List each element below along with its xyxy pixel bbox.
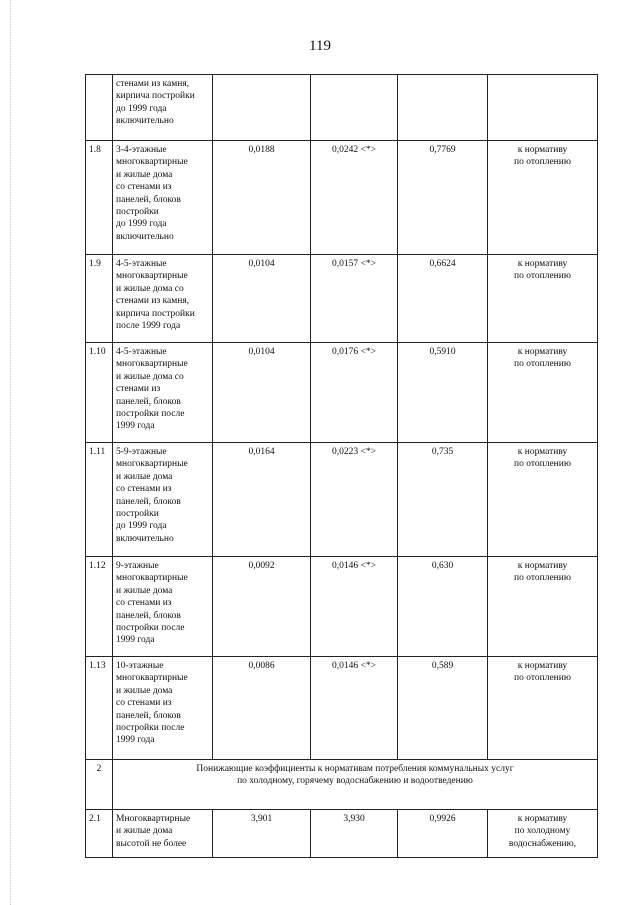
applies-to-note	[488, 657, 598, 760]
applies-to-note	[488, 255, 598, 343]
note-line: к нормативу	[517, 661, 568, 671]
note-line: к нормативу	[517, 347, 568, 357]
description-line: и жилые дома	[116, 826, 173, 837]
building-description	[113, 255, 213, 343]
coefficient-1	[213, 75, 311, 141]
coefficient-2: 0,0146 <*>	[311, 557, 398, 657]
description-line: панелей, блоков	[116, 710, 181, 721]
table-row	[86, 141, 598, 255]
page-edge	[10, 0, 12, 905]
description-line: многоквартирные	[116, 459, 188, 470]
note-line: водоснабжению,	[508, 838, 577, 849]
note-line: к нормативу	[517, 447, 568, 457]
description-line: до 1999 года	[116, 521, 167, 532]
description-line: многоквартирные	[116, 673, 188, 684]
description-line: постройки	[116, 207, 159, 218]
row-number	[86, 75, 113, 141]
coefficient-1: 0,0104	[213, 343, 311, 443]
table-row	[86, 255, 598, 343]
description-line: 1999 года	[116, 421, 155, 432]
building-description	[113, 141, 213, 255]
description-line: Многоквартирные	[116, 814, 191, 824]
description-line: и жилые дома	[116, 585, 173, 596]
section-title-line: по холодному, горячему водоснабжению и водоотведению	[237, 776, 473, 787]
note-line: по холодному	[514, 826, 571, 837]
coefficient-2: 0,0223 <*>	[311, 443, 398, 557]
description-line: до 1999 года	[116, 219, 167, 230]
section-title	[113, 760, 598, 810]
coefficient-3: 0,589	[398, 657, 488, 760]
description-line: со стенами из	[116, 698, 172, 709]
description-line: со стенами из	[116, 182, 172, 193]
note-line: к нормативу	[517, 561, 568, 571]
description-line: включительно	[116, 533, 174, 544]
coefficient-3: 0,7769	[398, 141, 488, 255]
row-number: 1.10	[86, 343, 113, 443]
coefficient-2	[311, 75, 398, 141]
building-description	[113, 657, 213, 760]
row-number: 1.8	[86, 141, 113, 255]
description-line: со стенами из	[116, 598, 172, 609]
description-line: после 1999 года	[116, 321, 181, 332]
description-line: панелей, блоков	[116, 396, 181, 407]
page-number: 119	[309, 38, 331, 54]
table-row	[86, 557, 598, 657]
table-row	[86, 343, 598, 443]
coefficient-2: 0,0242 <*>	[311, 141, 398, 255]
section-header-row	[86, 760, 598, 810]
row-number: 2.1	[86, 810, 113, 858]
coefficient-3: 0,5910	[398, 343, 488, 443]
description-line: включительно	[116, 231, 174, 242]
description-line: панелей, блоков	[116, 194, 181, 205]
building-description	[113, 810, 213, 858]
note-line: по отоплению	[514, 359, 571, 370]
description-line: и жилые дома	[116, 169, 173, 180]
description-line: со стенами из	[116, 484, 172, 495]
description-line: панелей, блоков	[116, 496, 181, 507]
note-line: к нормативу	[517, 145, 568, 155]
applies-to-note	[488, 141, 598, 255]
coefficient-3: 0,630	[398, 557, 488, 657]
row-number: 1.9	[86, 255, 113, 343]
coefficient-1: 3,901	[213, 810, 311, 858]
table-row	[86, 443, 598, 557]
description-line: кирпича постройки	[116, 91, 195, 102]
note-line: к нормативу	[517, 814, 568, 824]
description-line: кирпича постройки	[116, 308, 195, 319]
description-line: и жилые дома со	[116, 371, 184, 382]
description-line: многоквартирные	[116, 359, 188, 370]
applies-to-note	[488, 557, 598, 657]
description-line: стенами из камня,	[116, 296, 190, 307]
description-line: до 1999 года	[116, 103, 167, 114]
description-line: 10-этажные	[116, 661, 164, 671]
applies-to-note	[488, 810, 598, 858]
building-description	[113, 557, 213, 657]
coefficient-1: 0,0086	[213, 657, 311, 760]
applies-to-note	[488, 75, 598, 141]
note-line: по отоплению	[514, 271, 571, 282]
description-line: постройки после	[116, 723, 185, 734]
coefficient-3: 0,9926	[398, 810, 488, 858]
coefficient-2: 0,0176 <*>	[311, 343, 398, 443]
coefficients-table	[85, 74, 598, 858]
coefficient-2: 0,0157 <*>	[311, 255, 398, 343]
applies-to-note	[488, 343, 598, 443]
row-number: 1.13	[86, 657, 113, 760]
coefficient-1: 0,0188	[213, 141, 311, 255]
coefficient-3: 0,735	[398, 443, 488, 557]
description-line: многоквартирные	[116, 573, 188, 584]
coefficient-3	[398, 75, 488, 141]
building-description	[113, 443, 213, 557]
note-line: по отоплению	[514, 157, 571, 168]
row-number: 1.11	[86, 443, 113, 557]
description-line: и жилые дома со	[116, 283, 184, 294]
note-line: по отоплению	[514, 673, 571, 684]
description-line: постройки после	[116, 409, 185, 420]
table-row	[86, 657, 598, 760]
description-line: 5-9-этажные	[116, 447, 167, 457]
description-line: стенами из	[116, 384, 161, 395]
description-line: высотой не более	[116, 838, 187, 849]
description-line: и жилые дома	[116, 685, 173, 696]
coefficient-3: 0,6624	[398, 255, 488, 343]
description-line: постройки	[116, 509, 159, 520]
description-line: 9-этажные	[116, 561, 159, 571]
coefficient-1: 0,0164	[213, 443, 311, 557]
description-line: 1999 года	[116, 735, 155, 746]
coefficient-1: 0,0092	[213, 557, 311, 657]
row-number: 1.12	[86, 557, 113, 657]
table-row	[86, 810, 598, 858]
building-description	[113, 343, 213, 443]
description-line: 3-4-этажные	[116, 145, 167, 155]
description-line: 4-5-этажные	[116, 259, 167, 269]
description-line: включительно	[116, 116, 174, 127]
coefficient-1: 0,0104	[213, 255, 311, 343]
building-description	[113, 75, 213, 141]
description-line: панелей, блоков	[116, 610, 181, 621]
note-line: по отоплению	[514, 573, 571, 584]
note-line: к нормативу	[517, 259, 568, 269]
description-line: стенами из камня,	[116, 79, 190, 89]
description-line: 4-5-этажные	[116, 347, 167, 357]
description-line: многоквартирные	[116, 271, 188, 282]
note-line: по отоплению	[514, 459, 571, 470]
coefficient-2: 3,930	[311, 810, 398, 858]
description-line: постройки после	[116, 623, 185, 634]
section-title-line: Понижающие коэффициенты к нормативам потребления коммунальных услуг	[196, 764, 514, 774]
coefficient-2: 0,0146 <*>	[311, 657, 398, 760]
applies-to-note	[488, 443, 598, 557]
section-number: 2	[86, 760, 113, 810]
description-line: и жилые дома	[116, 471, 173, 482]
description-line: 1999 года	[116, 635, 155, 646]
description-line: многоквартирные	[116, 157, 188, 168]
table-row	[86, 75, 598, 141]
